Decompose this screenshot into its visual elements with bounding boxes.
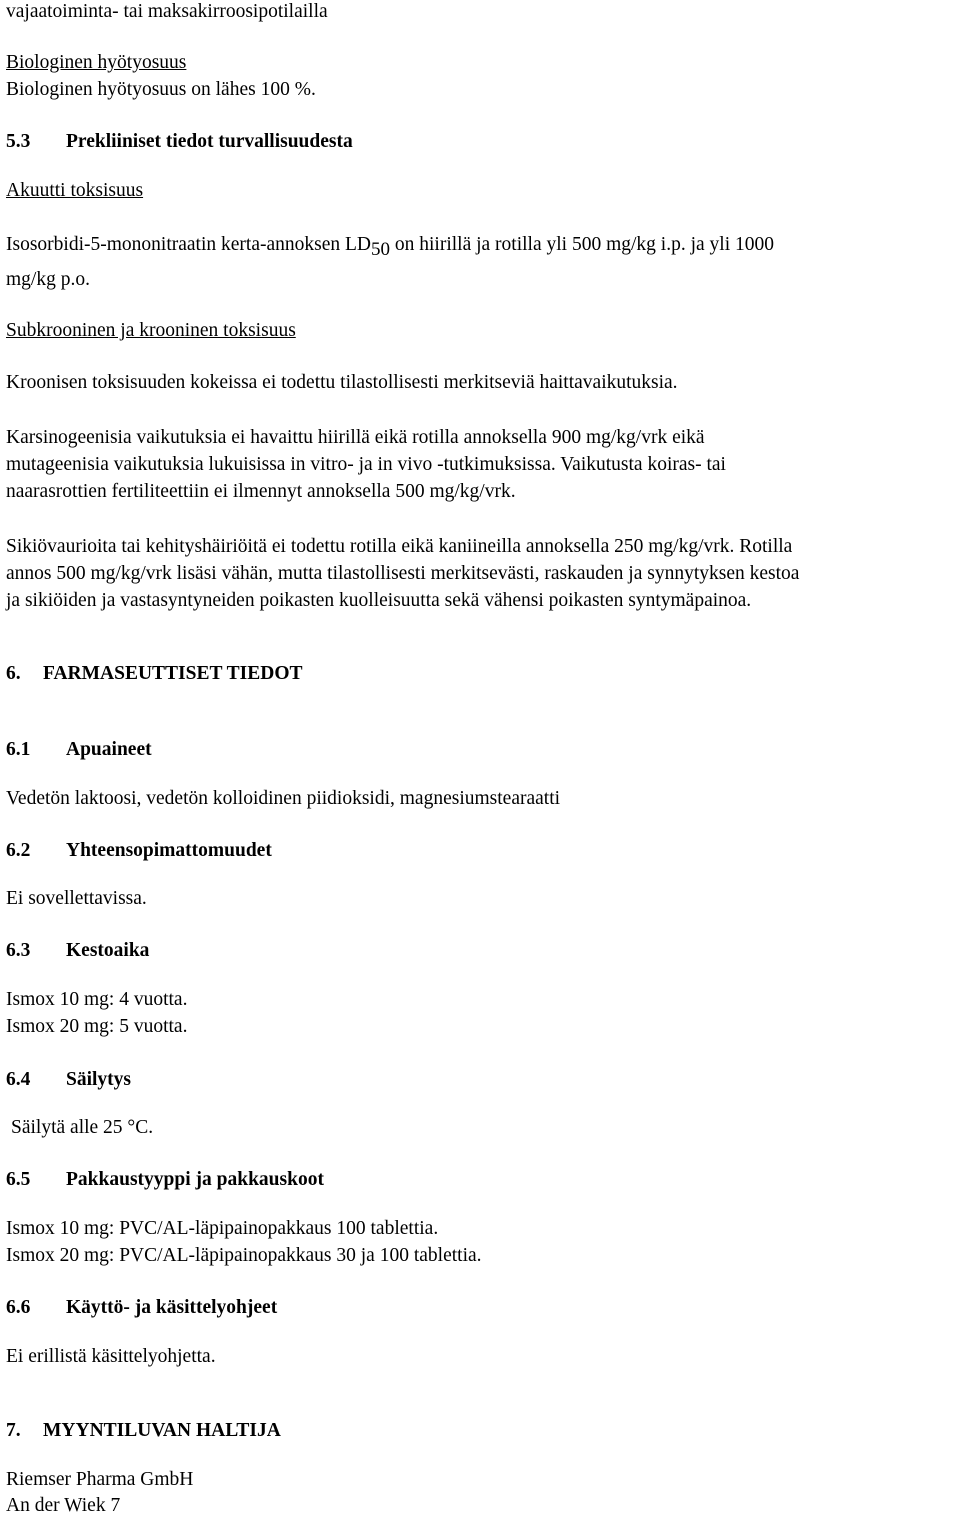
handling-text: Ei erillistä käsittelyohjetta. (6, 1346, 216, 1367)
section-6-1-title: Apuaineet (66, 739, 152, 760)
section-6-1-heading (6, 738, 152, 762)
incompatibilities-text: Ei sovellettavissa. (6, 888, 147, 909)
section-5-3-heading (6, 130, 353, 154)
reproduction-line-1: Sikiövaurioita tai kehityshäiriöitä ei todettu rotilla eikä kaniineilla annoksella 250 mg/kg/vrk. Rotilla (6, 536, 793, 557)
section-6-title: FARMASEUTTISET TIEDOT (43, 663, 303, 684)
section-6-3-title: Kestoaika (66, 940, 150, 961)
chronic-toxicity-heading: Subkrooninen ja krooninen toksisuus (6, 320, 296, 341)
section-6-5-number: 6.5 (6, 1169, 31, 1190)
section-6-6-heading (6, 1296, 277, 1320)
section-5-3-title: Prekliiniset tiedot turvallisuudesta (66, 131, 353, 152)
section-7-heading (6, 1419, 281, 1443)
continued-text: vajaatoiminta- tai maksakirroosipotilailla (6, 1, 328, 22)
acute-toxicity-line-2: mg/kg p.o. (6, 269, 90, 290)
section-6-4-number: 6.4 (6, 1069, 31, 1090)
reproduction-line-2: annos 500 mg/kg/vrk lisäsi vähän, mutta tilastollisesti merkitsevästi, raskauden ja synnytyksen kestoa (6, 563, 800, 584)
acute-text-part-1: Isosorbidi-5-mononitraatin kerta-annoksen LD (6, 234, 371, 255)
package-line-1: Ismox 10 mg: PVC/AL-läpipainopakkaus 100 tablettia. (6, 1218, 439, 1239)
carcinogenicity-line-3: naarasrottien fertiliteettiin ei ilmennyt annoksella 500 mg/kg/vrk. (6, 481, 516, 502)
bioavailability-text: Biologinen hyötyosuus on lähes 100 %. (6, 79, 316, 100)
section-6-number: 6. (6, 663, 21, 684)
section-6-3-heading (6, 939, 149, 963)
section-6-4-heading (6, 1068, 131, 1092)
ld50-subscript: 50 (371, 239, 390, 260)
section-6-5-title: Pakkaustyyppi ja pakkauskoot (66, 1169, 324, 1190)
holder-address: An der Wiek 7 (6, 1495, 121, 1516)
bioavailability-heading: Biologinen hyötyosuus (6, 52, 187, 73)
reproduction-line-3: ja sikiöiden ja vastasyntyneiden poikasten kuolleisuutta sekä vähensi poikasten syntymäpainoa. (6, 590, 752, 611)
package-line-2: Ismox 20 mg: PVC/AL-läpipainopakkaus 30 ja 100 tablettia. (6, 1245, 482, 1266)
acute-toxicity-line-1 (6, 233, 775, 260)
acute-text-part-2: on hiirillä ja rotilla yli 500 mg/kg i.p. ja yli 1000 (390, 234, 775, 255)
chronic-toxicity-text: Kroonisen toksisuuden kokeissa ei todettu tilastollisesti merkitseviä haittavaikutuksia. (6, 372, 678, 393)
section-6-6-number: 6.6 (6, 1297, 31, 1318)
section-5-3-number: 5.3 (6, 131, 31, 152)
shelf-life-line-2: Ismox 20 mg: 5 vuotta. (6, 1016, 188, 1037)
storage-text: Säilytä alle 25 °C. (11, 1117, 154, 1138)
section-6-6-title: Käyttö- ja käsittelyohjeet (66, 1297, 278, 1318)
section-6-3-number: 6.3 (6, 940, 31, 961)
section-6-2-heading (6, 839, 272, 863)
section-6-5-heading (6, 1168, 324, 1192)
excipients-text: Vedetön laktoosi, vedetön kolloidinen piidioksidi, magnesiumstearaatti (6, 788, 561, 809)
section-6-1-number: 6.1 (6, 739, 31, 760)
carcinogenicity-line-2: mutageenisia vaikutuksia lukuisissa in vitro- ja in vivo -tutkimuksissa. Vaikutusta koiras- tai (6, 454, 726, 475)
acute-toxicity-heading: Akuutti toksisuus (6, 180, 144, 201)
section-6-4-title: Säilytys (66, 1069, 132, 1090)
carcinogenicity-line-1: Karsinogeenisia vaikutuksia ei havaittu hiirillä eikä rotilla annoksella 900 mg/kg/vrk eikä (6, 427, 705, 448)
section-6-2-number: 6.2 (6, 840, 31, 861)
section-7-number: 7. (6, 1420, 21, 1441)
holder-name: Riemser Pharma GmbH (6, 1469, 194, 1490)
section-7-title: MYYNTILUVAN HALTIJA (43, 1420, 281, 1441)
section-6-heading (6, 662, 303, 686)
section-6-2-title: Yhteensopimattomuudet (66, 840, 272, 861)
shelf-life-line-1: Ismox 10 mg: 4 vuotta. (6, 989, 188, 1010)
